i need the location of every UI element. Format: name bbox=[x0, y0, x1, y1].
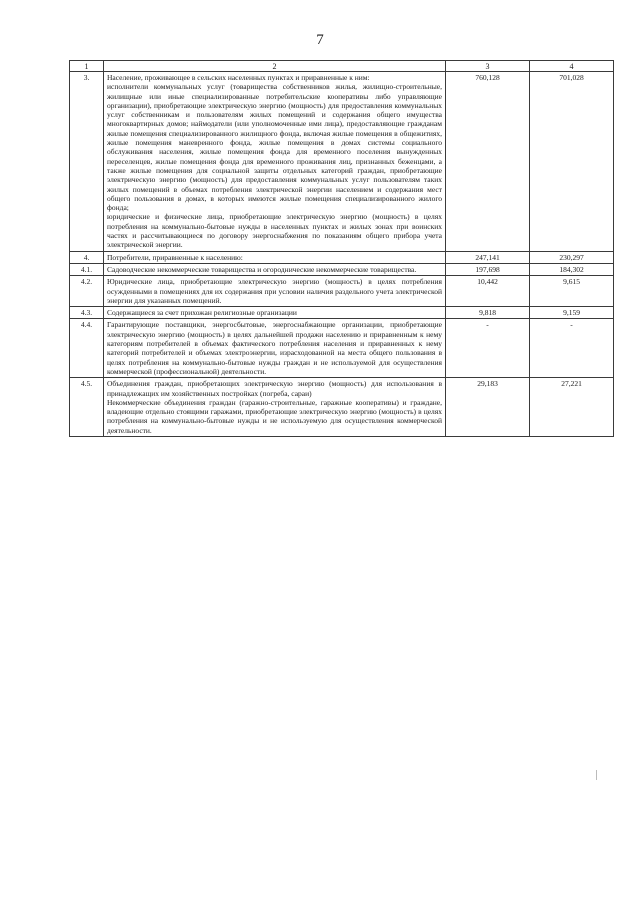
table-row bbox=[70, 378, 614, 437]
tariff-table bbox=[69, 60, 614, 437]
row-description bbox=[104, 378, 446, 437]
description-paragraph: исполнители коммунальных услуг (товарищества собственников жилья, жилищно-строительные, жилищные или иные специализированные потребительские кооперативы либо управляющие организации), приобретающие электрическую энергию (мощность) для предоставления коммунальных услуг собственникам и пользователям жилых помещений и содержания общего имущества многоквартирных домов; наймодатели (или уполномоченные ими лица), предоставляющие гражданам жилые помещения специализированного жилищного фонда, включая жилые помещения в общежитиях, жилые помещения маневренного фонда, жилые помещения в домах системы социального обслуживания населения, жилые помещения фонда для временного поселения вынужденных переселенцев, жилые помещения фонда для временного проживания лиц, признанных беженцами, а также жилые помещения для социальной защиты отдельных категорий граждан, приобретающие электрическую энергию (мощность) для предоставления коммунальных услуг пользователям таких жилых помещений в объемах потребления электрической энергии населением и содержания мест общего пользования в домах, в которых имеются жилые помещения специализированного жилого фонда; bbox=[107, 82, 442, 213]
row-description bbox=[104, 263, 446, 275]
value-col-4: - bbox=[530, 319, 614, 378]
header-col-1: 1 bbox=[70, 61, 104, 72]
value-col-3: 10,442 bbox=[446, 276, 530, 307]
description-paragraph: Объединения граждан, приобретающих электрическую энергию (мощность) для использования в принадлежащих им хозяйственных постройках (погреба, сараи) bbox=[107, 379, 442, 398]
row-description bbox=[104, 251, 446, 263]
description-paragraph: Содержащиеся за счет прихожан религиозные организации bbox=[107, 308, 297, 318]
row-number: 3. bbox=[70, 72, 104, 252]
value-col-4: 230,297 bbox=[530, 251, 614, 263]
row-description bbox=[104, 307, 446, 319]
table-row bbox=[70, 72, 614, 252]
value-col-4: 184,302 bbox=[530, 263, 614, 275]
row-number: 4.2. bbox=[70, 276, 104, 307]
row-number: 4.4. bbox=[70, 319, 104, 378]
table-row bbox=[70, 319, 614, 378]
value-col-3: 760,128 bbox=[446, 72, 530, 252]
row-number: 4. bbox=[70, 251, 104, 263]
value-col-3: 9,818 bbox=[446, 307, 530, 319]
value-col-4: 27,221 bbox=[530, 378, 614, 437]
page-number: 7 bbox=[316, 32, 324, 48]
row-description bbox=[104, 276, 446, 307]
value-col-3: 247,141 bbox=[446, 251, 530, 263]
description-paragraph: Юридические лица, приобретающие электрическую энергию (мощность) в целях потребления осужденными в помещениях для их содержания при условии наличия раздельного учета электрической энергии для указанных помещений. bbox=[107, 277, 442, 305]
header-col-3: 3 bbox=[446, 61, 530, 72]
value-col-4: 9,615 bbox=[530, 276, 614, 307]
description-paragraph: Садоводческие некоммерческие товарищества и огороднические некоммерческие товарищества. bbox=[107, 264, 417, 274]
table-row bbox=[70, 263, 614, 275]
description-paragraph: Население, проживающее в сельских населенных пунктах и приравненные к ним: bbox=[107, 73, 370, 82]
row-description bbox=[104, 319, 446, 378]
row-number: 4.5. bbox=[70, 378, 104, 437]
value-col-3: 197,698 bbox=[446, 263, 530, 275]
row-number: 4.1. bbox=[70, 263, 104, 275]
header-col-4: 4 bbox=[530, 61, 614, 72]
description-paragraph: Гарантирующие поставщики, энергосбытовые, энергоснабжающие организации, приобретающие электрическую энергию (мощность) в целях дальнейшей продажи населению и приравненным к нему категориям потребителей в объемах фактического потребления населения и приравненных к нему категорий потребителей и объемах электроэнергии, израсходованной на места общего пользования в целях потребления на коммунально-бытовые нужды граждан и не используемой для осуществления коммерческой (профессиональной) деятельности. bbox=[107, 320, 442, 376]
header-row bbox=[70, 61, 614, 72]
scan-mark bbox=[596, 770, 597, 780]
row-description bbox=[104, 72, 446, 252]
value-col-3: - bbox=[446, 319, 530, 378]
description-paragraph: юридические и физические лица, приобретающие электрическую энергию (мощность) в целях потребления на коммунально-бытовые нужды в населенных пунктах и жилых зонах при воинских частях и рассчитывающиеся по договору энергоснабжения по показаниям общего прибора учета электрической энергии. bbox=[107, 212, 442, 250]
value-col-4: 701,028 bbox=[530, 72, 614, 252]
value-col-4: 9,159 bbox=[530, 307, 614, 319]
table-row bbox=[70, 251, 614, 263]
description-paragraph: Потребители, приравненные к населению: bbox=[107, 252, 243, 262]
value-col-3: 29,183 bbox=[446, 378, 530, 437]
header-col-2: 2 bbox=[104, 61, 446, 72]
table-row bbox=[70, 276, 614, 307]
table-row bbox=[70, 307, 614, 319]
description-paragraph: Некоммерческие объединения граждан (гаражно-строительные, гаражные кооперативы) и граждане, владеющие отдельно стоящими гаражами, приобретающие электрическую энергию (мощность) в целях потребления на коммунально-бытовые нужды и не используемую для осуществления коммерческой деятельности. bbox=[107, 397, 442, 435]
row-number: 4.3. bbox=[70, 307, 104, 319]
